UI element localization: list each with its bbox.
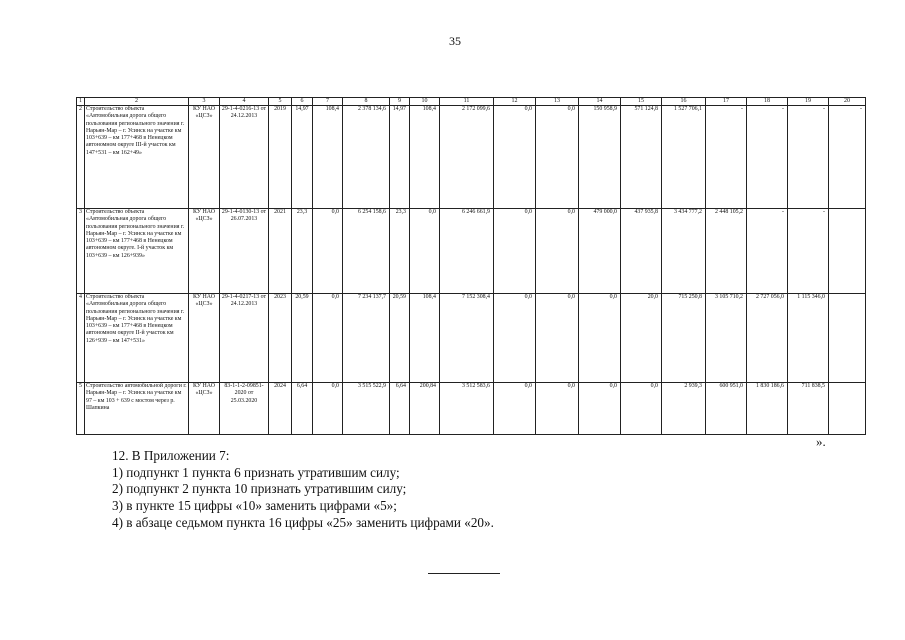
table-cell: 2 172 099,6 (440, 106, 494, 209)
table-cell: - (829, 106, 866, 209)
table-cell: КУ НАО «ЦСЗ» (189, 106, 220, 209)
table-cell: 0,0 (494, 294, 536, 383)
header-cell: 7 (313, 98, 343, 106)
table-header-row (77, 98, 866, 106)
table-cell: КУ НАО «ЦСЗ» (189, 209, 220, 294)
page-number: 35 (449, 34, 461, 48)
table-cell: 29-1-4-0217-13 от 24.12.2013 (220, 294, 269, 383)
table-cell: 0,0 (621, 383, 662, 435)
table-cell (829, 294, 866, 383)
table-cell: 600 951,0 (706, 383, 747, 435)
table-cell: 0,0 (536, 106, 579, 209)
table-cell: - (706, 106, 747, 209)
table-cell: 2 (77, 106, 85, 209)
table-cell: 0,0 (536, 209, 579, 294)
table-cell: 6 246 661,9 (440, 209, 494, 294)
header-cell: 9 (390, 98, 410, 106)
table-cell: 0,0 (410, 209, 440, 294)
header-cell: 16 (662, 98, 706, 106)
table-cell: 1 830 186,6 (747, 383, 788, 435)
header-cell: 1 (77, 98, 85, 106)
header-cell: 2 (85, 98, 189, 106)
header-cell: 20 (829, 98, 866, 106)
table-cell: 150 958,9 (579, 106, 621, 209)
table-row (77, 106, 866, 209)
table-cell: 6 254 158,6 (343, 209, 390, 294)
table-cell: 0,0 (313, 294, 343, 383)
header-cell: 5 (269, 98, 292, 106)
object-description-cell: Строительство объекта «Автомобильная дорога общего пользования регионального значения г. Нарьян-Мар – г. Усинск на участке км 103+639 – км 177+468 в Ненецком автономном округе II-й участок км 126+939 – км 147+531» (85, 294, 189, 383)
table-row (77, 209, 866, 294)
table-cell: 2024 (269, 383, 292, 435)
table-cell: 3 515 522,9 (343, 383, 390, 435)
paragraph-12: 12. В Приложении 7: (112, 448, 230, 463)
table-cell: 1 115 346,0 (788, 294, 829, 383)
header-cell: 14 (579, 98, 621, 106)
table-cell: 0,0 (494, 383, 536, 435)
table-cell: КУ НАО «ЦСЗ» (189, 294, 220, 383)
table-cell: 0,0 (579, 294, 621, 383)
table-cell: 5 (77, 383, 85, 435)
footnote-divider (428, 573, 500, 574)
table-cell: 3 434 777,2 (662, 209, 706, 294)
paragraph-item-2: 2) подпункт 2 пункта 10 признать утратившим силу; (112, 481, 407, 496)
table-cell: 2 448 105,2 (706, 209, 747, 294)
data-table (76, 97, 866, 435)
table-cell: 7 234 137,7 (343, 294, 390, 383)
object-description-cell: Строительство объекта «Автомобильная дорога общего пользования регионального значения г. Нарьян-Мар – г. Усинск на участке км 103+639 – км 177+468 в Ненецком автономном округе. I-й участок км 103+639 – км 126+939» (85, 209, 189, 294)
header-cell: 18 (747, 98, 788, 106)
table-cell: 3 512 583,6 (440, 383, 494, 435)
table-cell: 108,4 (410, 106, 440, 209)
table-cell: КУ НАО «ЦСЗ» (189, 383, 220, 435)
table-cell: 108,4 (313, 106, 343, 209)
header-cell: 4 (220, 98, 269, 106)
header-cell: 17 (706, 98, 747, 106)
table-cell: 20,0 (621, 294, 662, 383)
table-cell: 479 000,0 (579, 209, 621, 294)
table-cell: 23,3 (390, 209, 410, 294)
paragraph-item-3: 3) в пункте 15 цифры «10» заменить цифрами «5»; (112, 498, 397, 513)
table-cell: 2019 (269, 106, 292, 209)
table-cell (829, 383, 866, 435)
header-cell: 6 (292, 98, 313, 106)
table-cell: 14,97 (390, 106, 410, 209)
object-description-cell: Строительство автомобильной дороги г. Нарьян-Мар – г. Усинск на участке км 97 – км 103 + 639 с мостом через р. Шапкина (85, 383, 189, 435)
table-cell: 2 378 134,6 (343, 106, 390, 209)
table-cell: - (788, 209, 829, 294)
table-cell: - (747, 106, 788, 209)
table-cell: 3 105 710,2 (706, 294, 747, 383)
table-cell: 0,0 (579, 383, 621, 435)
table-cell: 4 (77, 294, 85, 383)
table-cell: 2 939,3 (662, 383, 706, 435)
table-cell: - (747, 209, 788, 294)
table-cell: 571 124,8 (621, 106, 662, 209)
paragraph-item-4: 4) в абзаце седьмом пункта 16 цифры «25» заменить цифрами «20». (112, 515, 494, 530)
table-cell: 29-1-4-0216-13 от 24.12.2013 (220, 106, 269, 209)
table-cell: 20,59 (390, 294, 410, 383)
object-description-cell: Строительство объекта «Автомобильная дорога общего пользования регионального значения г. Нарьян-Мар – г. Усинск на участке км 103+639 – км 177+468 в Ненецком автономном округе III-й участок км 147+531 – км 162+49» (85, 106, 189, 209)
table-cell: 0,0 (536, 294, 579, 383)
header-cell: 15 (621, 98, 662, 106)
table-cell: 83-1-1-2-09851-2020 от 25.03.2020 (220, 383, 269, 435)
table-cell: 2 727 056,0 (747, 294, 788, 383)
table-cell: 6,64 (390, 383, 410, 435)
header-cell: 3 (189, 98, 220, 106)
table-cell: - (788, 106, 829, 209)
table-cell: 200,84 (410, 383, 440, 435)
header-cell: 12 (494, 98, 536, 106)
table-cell: 437 935,8 (621, 209, 662, 294)
header-cell: 11 (440, 98, 494, 106)
table-cell: 2023 (269, 294, 292, 383)
table-row (77, 383, 866, 435)
table-cell: 1 527 706,1 (662, 106, 706, 209)
table-cell: 108,4 (410, 294, 440, 383)
table-cell (829, 209, 866, 294)
table-cell: 0,0 (494, 209, 536, 294)
table-cell: 2021 (269, 209, 292, 294)
table-cell: 23,3 (292, 209, 313, 294)
table-cell: 29-1-4-0130-13 от 26.07.2013 (220, 209, 269, 294)
table-cell: 0,0 (313, 383, 343, 435)
table-cell: 715 250,8 (662, 294, 706, 383)
table-cell: 0,0 (494, 106, 536, 209)
table-cell: 20,59 (292, 294, 313, 383)
table-cell: 6,64 (292, 383, 313, 435)
table-cell: 0,0 (313, 209, 343, 294)
table-cell: 711 838,5 (788, 383, 829, 435)
header-cell: 8 (343, 98, 390, 106)
header-cell: 13 (536, 98, 579, 106)
header-cell: 10 (410, 98, 440, 106)
closing-quote: ». (816, 434, 826, 449)
table-row (77, 294, 866, 383)
table-cell: 0,0 (536, 383, 579, 435)
table-cell: 7 152 308,4 (440, 294, 494, 383)
header-cell: 19 (788, 98, 829, 106)
table-cell: 14,97 (292, 106, 313, 209)
table-cell: 3 (77, 209, 85, 294)
paragraph-item-1: 1) подпункт 1 пункта 6 признать утратившим силу; (112, 465, 400, 480)
